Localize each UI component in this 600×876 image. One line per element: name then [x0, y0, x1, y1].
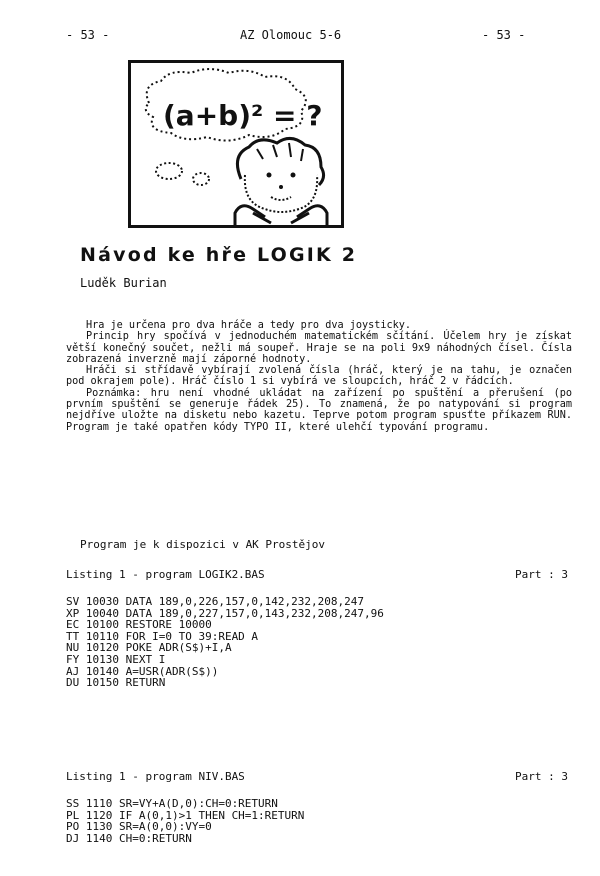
code-line: PO 1130 SR=A(0,0):VY=0 [66, 820, 212, 834]
paragraph-note: Poznámka: hru není vhodné ukládat na zařízení po spuštění a přerušení (po prvním spuštění se generuje řádek 25). To znamená, že po natypování si program nejdříve uložte na disketu nebo kazetu. Teprve potom program spusťte příkazem RUN. Program je také opatřen kódy TYPO II, které ulehčí typování programu. [66, 387, 572, 433]
listing-1-title: Listing 1 - program LOGIK2.BAS [66, 568, 265, 581]
page-number-left: - 53 - [66, 28, 110, 42]
listing-2-code [66, 798, 304, 844]
cartoon-illustration [128, 60, 344, 228]
running-header: AZ Olomouc 5-6 [240, 28, 342, 42]
code-line: XP 10040 DATA 189,0,227,157,0,143,232,208,247,96 [66, 606, 384, 620]
code-line: AJ 10140 A=USR(ADR(S$)) [66, 664, 219, 678]
article-author: Luděk Burian [80, 276, 167, 290]
listing-2-part: Part : 3 [515, 770, 568, 783]
code-line: FY 10130 NEXT I [66, 652, 166, 666]
eye-right [291, 173, 296, 178]
code-line: NU 10120 POKE ADR(S$)+I,A [66, 641, 232, 655]
code-line: TT 10110 FOR I=0 TO 39:READ A [66, 629, 259, 643]
paragraph-intro: Hra je určena pro dva hráče a tedy pro dva joysticky. [86, 320, 412, 331]
hair [237, 138, 323, 185]
listing-2-title: Listing 1 - program NIV.BAS [66, 770, 245, 783]
face-outline [245, 175, 317, 212]
thinking-face-drawing [131, 63, 341, 225]
formula-text: (a+b)² = ? [163, 99, 323, 132]
code-line: PL 1120 IF A(0,1)>1 THEN CH=1:RETURN [66, 808, 305, 822]
hands [235, 206, 327, 225]
availability-note: Program je k dispozici v AK Prostějov [80, 538, 326, 551]
hair-strands [257, 143, 303, 161]
code-line: SV 10030 DATA 189,0,226,157,0,142,232,208,247 [66, 595, 365, 608]
code-line: DJ 1140 CH=0:RETURN [66, 831, 192, 845]
page-number-right: - 53 - [482, 28, 526, 42]
code-line: DU 10150 RETURN [66, 676, 166, 690]
bubble-large [156, 163, 182, 179]
nose [279, 185, 283, 189]
code-line: SS 1110 SR=VY+A(D,0):CH=0:RETURN [66, 797, 278, 810]
bubble-small [193, 173, 209, 185]
paragraph-principle: Princip hry spočívá v jednoduchém matematickém sčítání. Účelem hry je získat větší konečný součet, nežli má soupeř. Hraje se na poli 9x9 náhodných čísel. Čísla zobrazená inverzně mají záporné hodnoty. [66, 331, 572, 365]
listing-1-code [66, 596, 384, 689]
eye-left [267, 173, 272, 178]
code-line: EC 10100 RESTORE 10000 [66, 618, 212, 632]
article-body [66, 320, 572, 433]
listing-1-part: Part : 3 [515, 568, 568, 581]
paragraph-players: Hráči si střídavě vybírají zvolená čísla (hráč, který je na tahu, je označen pod okrajem pole). Hráč číslo 1 si vybírá ve sloupcích, hráč 2 v řádcích. [66, 365, 572, 388]
mouth [271, 197, 291, 200]
article-title: Návod ke hře LOGIK 2 [80, 244, 358, 266]
